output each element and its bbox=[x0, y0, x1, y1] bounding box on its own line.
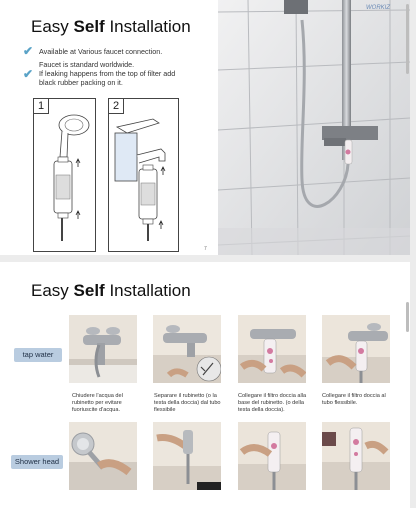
step-photo-shower-2 bbox=[153, 422, 221, 490]
step-photo-shower-1 bbox=[69, 422, 137, 490]
caption-step-2: Separare il rubinetto (o la testa della doccia) dal tubo flessibile bbox=[154, 393, 221, 413]
shower-head-filter-drawing bbox=[34, 99, 95, 251]
scrollbar-thumb[interactable] bbox=[406, 302, 409, 332]
shower-photo-4 bbox=[322, 422, 390, 490]
scrollbar-thumb[interactable] bbox=[406, 4, 409, 74]
step-number: 1 bbox=[34, 99, 49, 114]
step-photo-close-tap bbox=[69, 315, 137, 383]
caption-step-3: Collegare il filtro doccia alla base del rubinetto. (o della testa della doccia). bbox=[238, 393, 307, 413]
step-1-diagram bbox=[33, 98, 96, 252]
shower-photo-3 bbox=[238, 422, 306, 490]
caption-step-1: Chiudere l'acqua del rubinetto per evitare fuoriuscite d'acqua. bbox=[72, 393, 123, 413]
faucet-filter-drawing bbox=[109, 99, 178, 251]
bullet-text-3: If leaking happens from the top of filter add bbox=[39, 69, 176, 78]
page-title: Easy Self Installation bbox=[31, 17, 191, 36]
caption-step-4: Collegare il filtro doccia al tubo flessibile. bbox=[322, 393, 386, 406]
bullet-text-4: black rubber packing on it. bbox=[39, 78, 123, 87]
instruction-page-2 bbox=[0, 262, 410, 508]
step-photo-connect-filter-base bbox=[238, 315, 306, 383]
faucet-photo-3 bbox=[238, 315, 306, 383]
bullet-text-2: Faucet is standard worldwide. bbox=[39, 60, 135, 69]
faucet-photo-1 bbox=[69, 315, 137, 383]
tap-water-label: tap water bbox=[14, 348, 62, 362]
step-2-diagram bbox=[108, 98, 179, 252]
page-number: 7 bbox=[204, 246, 207, 252]
checkmark-icon: ✔ bbox=[23, 67, 34, 81]
step-photo-separate-hose bbox=[153, 315, 221, 383]
shower-installation-photo bbox=[218, 0, 410, 255]
faucet-photo-4 bbox=[322, 315, 390, 383]
bullet-text-1: Available at Various faucet connection. bbox=[39, 47, 163, 56]
instruction-page-1 bbox=[0, 0, 410, 255]
shower-photo-1 bbox=[69, 422, 137, 490]
shower-wall-illustration bbox=[218, 0, 410, 255]
checkmark-icon: ✔ bbox=[23, 44, 34, 58]
shower-head-label: Shower head bbox=[11, 455, 63, 469]
faucet-photo-2 bbox=[153, 315, 221, 383]
step-photo-connect-filter-hose bbox=[322, 315, 390, 383]
step-photo-shower-4 bbox=[322, 422, 390, 490]
step-number: 2 bbox=[109, 99, 124, 114]
page-title: Easy Self Installation bbox=[31, 281, 191, 300]
watermark-logo: WORKIZ bbox=[366, 5, 390, 11]
step-photo-shower-3 bbox=[238, 422, 306, 490]
shower-photo-2 bbox=[153, 422, 221, 490]
